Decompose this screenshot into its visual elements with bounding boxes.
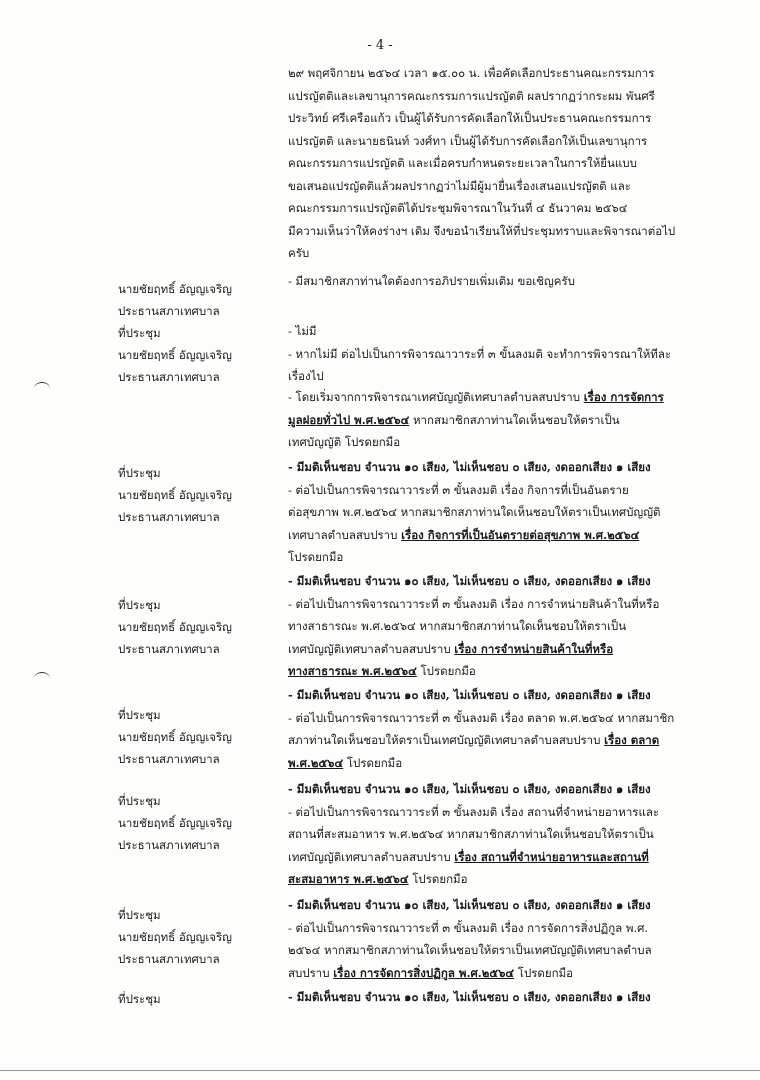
text-line: มีความเห็นว่าให้คงร่างฯ เดิม จึงขอนำเรียนให้ที่ประชุมทราบและพิจารณาต่อไป: [288, 223, 676, 238]
speaker-name: นายชัยฤทธิ์ อัญญเจริญ: [118, 488, 232, 502]
text-line: ขอเสนอแปรญัตติแล้วผลปรากฏว่าไม่มีผู้มายื่นเรื่องเสนอแปรญัตติ และ: [288, 178, 631, 193]
assembly-label: ที่ประชุม: [118, 466, 161, 480]
margin-mark: [34, 672, 50, 685]
text-line: โปรดยกมือ: [288, 550, 344, 564]
vote-result: - มีมติเห็นชอบ จำนวน ๑๐ เสียง, ไม่เห็นชอบ ๐ เสียง, งดออกเสียง ๑ เสียง: [288, 574, 651, 588]
speaker-name: นายชัยฤทธิ์ อัญญเจริญ: [118, 930, 232, 944]
text-line: เรื่องไป: [288, 369, 324, 383]
speaker-name: นายชัยฤทธิ์ อัญญเจริญ: [118, 620, 232, 634]
text-line: คณะกรรมการแปรญัตติ และเมื่อครบกำหนดระยะเวลาในการให้ยื่นแบบ: [288, 156, 637, 170]
speaker-title: ประธานสภาเทศบาล: [118, 370, 220, 384]
speaker-label: [118, 594, 278, 660]
text-line: ทางสาธารณะ พ.ศ.๒๕๖๔ หากสมาชิกสภาท่านใดเห็นชอบให้ตราเป็น: [288, 619, 627, 633]
food-premises-block: [288, 778, 728, 891]
text-line: - ต่อไปเป็นการพิจารณาวาระที่ ๓ ขั้นลงมติ เรื่อง ตลาด พ.ศ.๒๕๖๔ หากสมาชิก: [288, 710, 675, 725]
text-line: ต่อสุขภาพ พ.ศ.๒๕๖๔ หากสมาชิกสภาท่านใดเห็นชอบให้ตราเป็นเทศบัญญัติ: [288, 505, 661, 519]
speaker-label: [118, 790, 278, 856]
assembly-label: ที่ประชุม: [118, 992, 161, 1006]
speaker-label: [118, 988, 278, 1010]
text-line: - หากไม่มี ต่อไปเป็นการพิจารณาวาระที่ ๓ ขั้นลงมติ จะทำการพิจารณาให้ทีละ: [288, 346, 672, 361]
speaker-title: ประธานสภาเทศบาล: [118, 752, 220, 766]
none-line: - ไม่มี: [288, 324, 317, 338]
text-line: ๒๙ พฤศจิกายน ๒๕๖๔ เวลา ๑๕.๐๐ น. เพื่อคัดเลือกประธานคณะกรรมการ: [288, 66, 655, 80]
text-line: แปรญัตติและเลขานุการคณะกรรมการแปรญัตติ ผลปรากฏว่ากระผม พันศรี: [288, 88, 655, 103]
text-line: - ต่อไปเป็นการพิจารณาวาระที่ ๓ ขั้นลงมติ เรื่อง การจำหน่ายสินค้าในที่หรือ: [288, 596, 660, 611]
vote-result: - มีมติเห็นชอบ จำนวน ๑๐ เสียง, ไม่เห็นชอบ ๐ เสียง, งดออกเสียง ๑ เสียง: [288, 782, 651, 796]
market-block: [288, 684, 728, 774]
text-line: เทศบัญญัติเทศบาลตำบลสบปราบ เรื่อง สถานที่จำหน่ายอาหารและสถานที่: [288, 849, 649, 864]
text-line: มูลฝอยทั่วไป พ.ศ.๒๕๖๔ หากสมาชิกสภาท่านใดเห็นชอบให้ตราเป็น: [288, 412, 620, 427]
bylaw-title: เรื่อง การจัดการ: [583, 390, 664, 404]
page-edge-line: [0, 1070, 760, 1071]
vote-result: - มีมติเห็นชอบ จำนวน ๑๐ เสียง, ไม่เห็นชอบ ๐ เสียง, งดออกเสียง ๑ เสียง: [288, 898, 651, 912]
text-line: เทศบาลตำบลสบปราบ เรื่อง กิจการที่เป็นอันตรายต่อสุขภาพ พ.ศ.๒๕๖๔: [288, 527, 640, 542]
bylaw-waste-block: [288, 386, 728, 454]
text-line: - ต่อไปเป็นการพิจารณาวาระที่ ๓ ขั้นลงมติ เรื่อง สถานที่จำหน่ายอาหารและ: [288, 804, 660, 819]
assembly-label: ที่ประชุม: [118, 598, 161, 612]
vote-result: - มีมติเห็นชอบ จำนวน ๑๐ เสียง, ไม่เห็นชอบ ๐ เสียง, งดออกเสียง ๑ เสียง: [288, 460, 651, 474]
none-block: [288, 320, 728, 388]
speaker-title: ประธานสภาเทศบาล: [118, 304, 220, 318]
speaker-title: ประธานสภาเทศบาล: [118, 642, 220, 656]
text-line: สภาท่านใดเห็นชอบให้ตราเป็นเทศบัญญัติเทศบาลตำบลสบปราบ เรื่อง ตลาด: [288, 733, 660, 747]
text-line: สะสมอาหาร พ.ศ.๒๕๖๔ โปรดยกมือ: [288, 872, 468, 886]
speaker-title: ประธานสภาเทศบาล: [118, 838, 220, 852]
bylaw-title: เรื่อง ตลาด: [604, 733, 660, 747]
text-line: ทางสาธารณะ พ.ศ.๒๕๖๔ โปรดยกมือ: [288, 664, 476, 678]
speaker-name: นายชัยฤทธิ์ อัญญเจริญ: [118, 348, 232, 362]
text-line: สบปราบ เรื่อง การจัดการสิ่งปฏิกูล พ.ศ.๒๕๖๔ โปรดยกมือ: [288, 965, 574, 980]
text-line: เทศบัญญัติ โปรดยกมือ: [288, 435, 401, 449]
page-number: - 4 -: [367, 38, 393, 53]
bylaw-title: สะสมอาหาร พ.ศ.๒๕๖๔: [288, 872, 409, 886]
bylaw-title: เรื่อง สถานที่จำหน่ายอาหารและสถานที่: [454, 849, 649, 864]
text-line: แปรญัตติ และนายธนินท์ วงศ์ทา เป็นผู้ได้รับการคัดเลือกให้เป็นเลขานุการ: [288, 133, 648, 148]
speaker-label: [118, 904, 278, 970]
discussion-block: [288, 270, 728, 293]
text-line: ครับ: [288, 246, 310, 260]
assembly-label: ที่ประชุม: [118, 908, 161, 922]
text-line: ๒๕๖๔ หากสมาชิกสภาท่านใดเห็นชอบให้ตราเป็นเทศบัญญัติเทศบาลตำบล: [288, 943, 652, 957]
vote-result: - มีมติเห็นชอบ จำนวน ๑๐ เสียง, ไม่เห็นชอบ ๐ เสียง, งดออกเสียง ๑ เสียง: [288, 688, 651, 702]
speaker-name: นายชัยฤทธิ์ อัญญเจริญ: [118, 282, 232, 296]
margin-mark: [34, 382, 50, 395]
bylaw-title: ทางสาธารณะ พ.ศ.๒๕๖๔: [288, 664, 417, 678]
bylaw-title: เรื่อง การจัดการสิ่งปฏิกูล พ.ศ.๒๕๖๔: [333, 965, 515, 980]
assembly-label: ที่ประชุม: [118, 326, 161, 340]
assembly-label: ที่ประชุม: [118, 708, 161, 722]
text-line: สถานที่สะสมอาหาร พ.ศ.๒๕๖๔ หากสมาชิกสภาท่านใดเห็นชอบให้ตราเป็น: [288, 827, 654, 841]
speaker-label: [118, 462, 278, 528]
bylaw-title: มูลฝอยทั่วไป พ.ศ.๒๕๖๔: [288, 412, 410, 427]
ask-more-line: - มีสมาชิกสภาท่านใดต้องการอภิปรายเพิ่มเติม ขอเชิญครับ: [288, 274, 575, 288]
text-line: คณะกรรมการแปรญัตติได้ประชุมพิจารณาในวันที่ ๔ ธันวาคม ๒๕๖๔: [288, 201, 628, 215]
text-line: พ.ศ.๒๕๖๔ โปรดยกมือ: [288, 755, 403, 770]
text-line: - โดยเริ่มจากการพิจารณาเทศบัญญัติเทศบาลตำบลสบปราบ เรื่อง การจัดการ: [288, 390, 664, 404]
street-vending-block: [288, 570, 728, 683]
text-line: เทศบัญญัติเทศบาลตำบลสบปราบ เรื่อง การจำหน่ายสินค้าในที่หรือ: [288, 641, 614, 656]
speaker-name: นายชัยฤทธิ์ อัญญเจริญ: [118, 816, 232, 830]
intro-paragraph: [288, 62, 728, 265]
vote-result: - มีมติเห็นชอบ จำนวน ๑๐ เสียง, ไม่เห็นชอบ ๐ เสียง, งดออกเสียง ๑ เสียง: [288, 990, 651, 1004]
bylaw-title: เรื่อง กิจการที่เป็นอันตรายต่อสุขภาพ พ.ศ.๒๕๖๔: [401, 527, 640, 542]
speaker-label: [118, 278, 278, 388]
bylaw-title: เรื่อง การจำหน่ายสินค้าในที่หรือ: [454, 641, 614, 656]
speaker-title: ประธานสภาเทศบาล: [118, 952, 220, 966]
text-line: - ต่อไปเป็นการพิจารณาวาระที่ ๓ ขั้นลงมติ เรื่อง กิจการที่เป็นอันตราย: [288, 482, 629, 497]
speaker-name: นายชัยฤทธิ์ อัญญเจริญ: [118, 730, 232, 744]
text-line: - ต่อไปเป็นการพิจารณาวาระที่ ๓ ขั้นลงมติ เรื่อง การจัดการสิ่งปฏิกูล พ.ศ.: [288, 920, 649, 935]
sewage-block: [288, 894, 728, 984]
health-block: [288, 456, 728, 569]
assembly-label: ที่ประชุม: [118, 794, 161, 808]
bylaw-title: พ.ศ.๒๕๖๔: [288, 755, 344, 770]
speaker-title: ประธานสภาเทศบาล: [118, 510, 220, 524]
text-line: ประวิทย์ ศรีเครือแก้ว เป็นผู้ได้รับการคัดเลือกให้เป็นประธานคณะกรรมการ: [288, 111, 652, 125]
speaker-label: [118, 704, 278, 770]
final-vote-block: [288, 986, 728, 1009]
